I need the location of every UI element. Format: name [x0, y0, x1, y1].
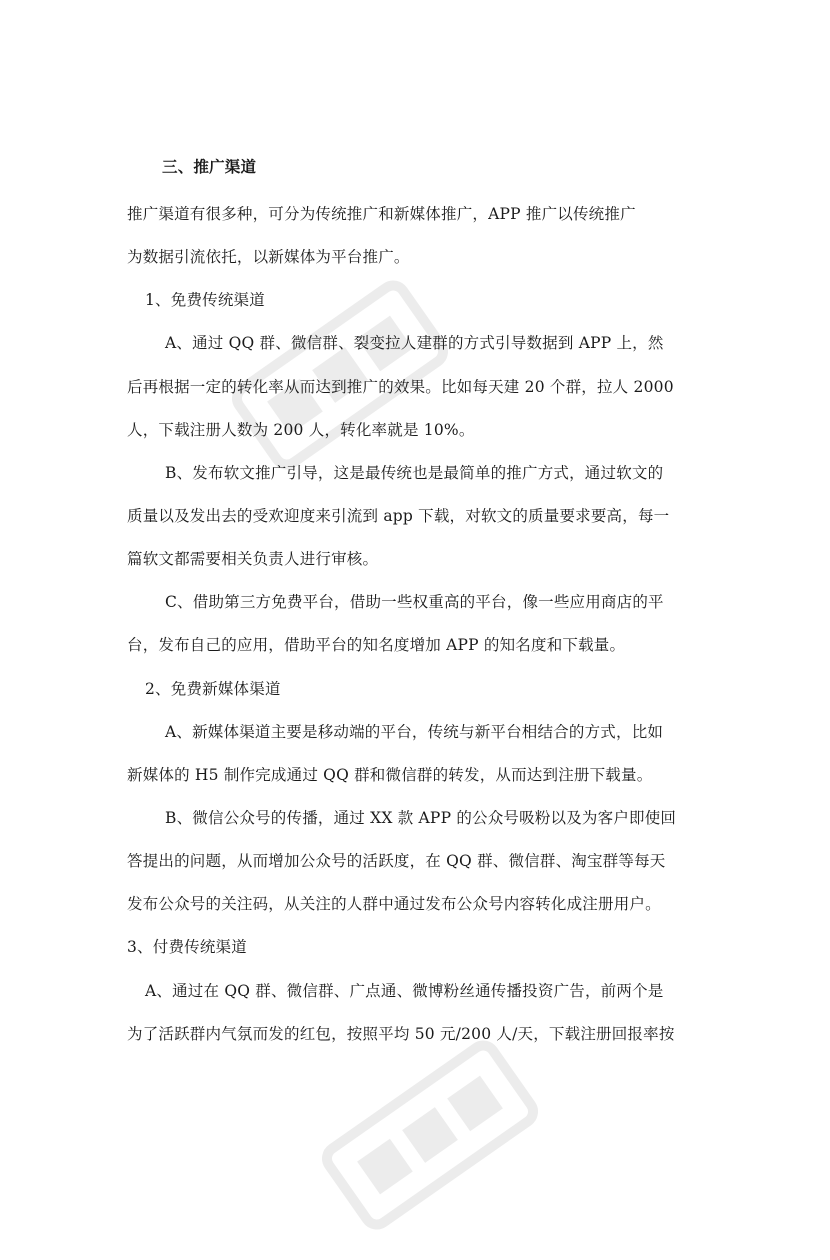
paragraph-line: B、微信公众号的传播，通过 XX 款 APP 的公众号吸粉以及为客户即使回 [165, 809, 677, 827]
paragraph-line: A、新媒体渠道主要是移动端的平台，传统与新平台相结合的方式，比如 [165, 723, 664, 741]
paragraph-line: 篇软文都需要相关负责人进行审核。 [127, 550, 379, 568]
subsection-title: 2、免费新媒体渠道 [145, 680, 281, 698]
section-title: 三、推广渠道 [162, 157, 257, 176]
paragraph-line: B、发布软文推广引导，这是最传统也是最简单的推广方式，通过软文的 [165, 464, 664, 482]
paragraph-line: 台，发布自己的应用，借助平台的知名度增加 APP 的知名度和下载量。 [127, 636, 626, 654]
paragraph-line: 新媒体的 H5 制作完成通过 QQ 群和微信群的转发，从而达到注册下载量。 [127, 766, 653, 784]
paragraph-line: 为了活跃群内气氛而发的红包，按照平均 50 元/200 人/天，下载注册回报率按 [127, 1025, 675, 1043]
subsection-title: 1、免费传统渠道 [145, 291, 265, 309]
paragraph-line: 后再根据一定的转化率从而达到推广的效果。比如每天建 20 个群，拉人 2000 [127, 378, 674, 396]
paragraph-line: 发布公众号的关注码，从关注的人群中通过发布公众号内容转化成注册用户。 [127, 895, 661, 913]
paragraph-line: 人，下载注册人数为 200 人，转化率就是 10%。 [127, 421, 475, 439]
paragraph-line: 答提出的问题，从而增加公众号的活跃度，在 QQ 群、微信群、淘宝群等每天 [127, 852, 666, 870]
paragraph-line: C、借助第三方免费平台，借助一些权重高的平台，像一些应用商店的平 [165, 593, 664, 611]
paragraph-line: 为数据引流依托，以新媒体为平台推广。 [127, 248, 410, 266]
subsection-title: 3、付费传统渠道 [127, 938, 247, 956]
watermark-icon [297, 1010, 563, 1259]
paragraph-line: A、通过 QQ 群、微信群、裂变拉人建群的方式引导数据到 APP 上，然 [165, 334, 664, 352]
paragraph-line: A、通过在 QQ 群、微信群、广点通、微博粉丝通传播投资广告，前两个是 [145, 982, 664, 1000]
paragraph-line: 质量以及发出去的受欢迎度来引流到 app 下载，对软文的质量要求要高，每一 [127, 507, 670, 525]
paragraph-line: 推广渠道有很多种，可分为传统推广和新媒体推广，APP 推广以传统推广 [127, 205, 636, 223]
